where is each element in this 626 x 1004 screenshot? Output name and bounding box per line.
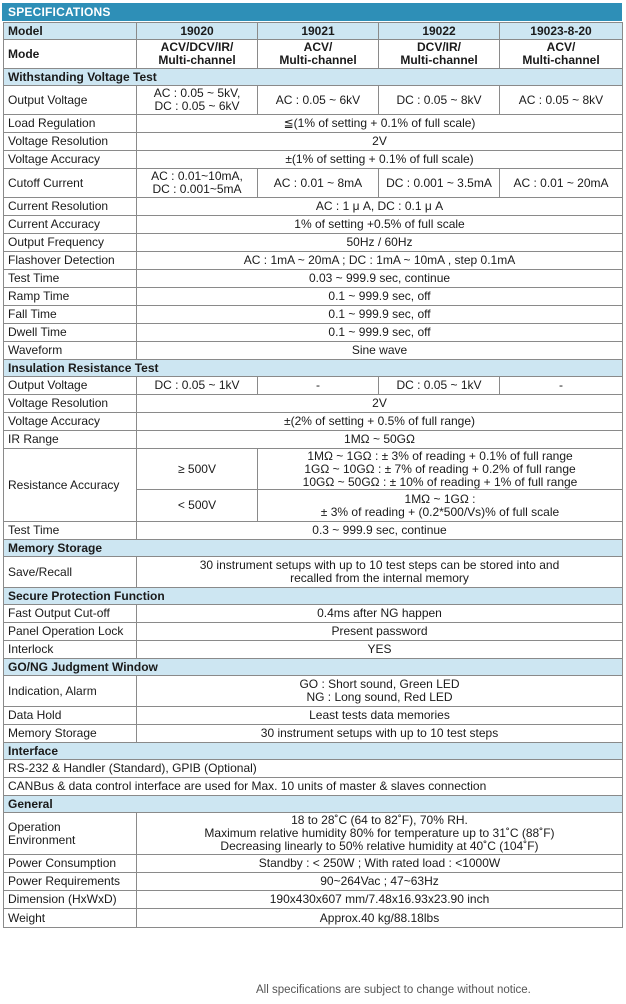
table-row <box>4 813 623 855</box>
value-line: DC : 0.001~5mA <box>152 182 242 196</box>
row-value: ≦(1% of setting + 0.1% of full scale) <box>137 115 623 133</box>
interface-line: CANBus & data control interface are used for Max. 10 units of master & slaves connection <box>4 778 623 796</box>
row-value: 50Hz / 60Hz <box>137 234 623 252</box>
row-value: DC : 0.05 ~ 1kV <box>379 377 500 395</box>
row-label: Waveform <box>4 342 137 360</box>
table-row <box>4 377 623 395</box>
section-title: Withstanding Voltage Test <box>4 69 623 86</box>
row-value: Sine wave <box>137 342 623 360</box>
table-row <box>4 198 623 216</box>
row-label: IR Range <box>4 431 137 449</box>
row-value: Standby : < 250W ; With rated load : <1000W <box>137 855 623 873</box>
table-row <box>4 395 623 413</box>
table-row <box>4 522 623 540</box>
value-line: AC : 0.01~10mA, <box>151 169 243 183</box>
table-row <box>4 133 623 151</box>
row-label: Voltage Accuracy <box>4 151 137 169</box>
value-line: 18 to 28˚C (64 to 82˚F), 70% RH. <box>291 813 468 827</box>
section-title: Memory Storage <box>4 540 623 557</box>
table-row <box>4 725 623 743</box>
row-value <box>258 449 623 490</box>
row-value: - <box>258 377 379 395</box>
row-label: Resistance Accuracy <box>4 449 137 522</box>
section-header <box>4 743 623 760</box>
row-label: Panel Operation Lock <box>4 623 137 641</box>
model-label: Model <box>4 23 137 40</box>
table-row <box>4 855 623 873</box>
table-row <box>4 449 623 490</box>
row-value <box>137 676 623 707</box>
row-value <box>137 169 258 198</box>
row-value <box>137 813 623 855</box>
section-header <box>4 588 623 605</box>
row-label: Power Requirements <box>4 873 137 891</box>
section-title: GO/NG Judgment Window <box>4 659 623 676</box>
table-row <box>4 86 623 115</box>
table-row <box>4 431 623 449</box>
table-row <box>4 169 623 198</box>
condition-cell: ≥ 500V <box>137 449 258 490</box>
row-value: Present password <box>137 623 623 641</box>
row-value: 0.1 ~ 999.9 sec, off <box>137 288 623 306</box>
row-label: Current Resolution <box>4 198 137 216</box>
table-row <box>4 413 623 431</box>
row-label: Indication, Alarm <box>4 676 137 707</box>
row-label: Voltage Accuracy <box>4 413 137 431</box>
table-row <box>4 760 623 778</box>
row-label: Data Hold <box>4 707 137 725</box>
row-label: Fast Output Cut-off <box>4 605 137 623</box>
row-value: ±(1% of setting + 0.1% of full scale) <box>137 151 623 169</box>
row-value: 0.1 ~ 999.9 sec, off <box>137 306 623 324</box>
table-row <box>4 641 623 659</box>
table-row <box>4 252 623 270</box>
section-header <box>4 659 623 676</box>
row-value: DC : 0.05 ~ 8kV <box>379 86 500 115</box>
table-row <box>4 557 623 588</box>
mode-line: ACV/DCV/IR/ <box>160 40 234 54</box>
table-row <box>4 891 623 909</box>
row-value <box>137 557 623 588</box>
row-label: Load Regulation <box>4 115 137 133</box>
row-value: DC : 0.001 ~ 3.5mA <box>379 169 500 198</box>
section-header <box>4 796 623 813</box>
row-label: Dimension (HxWxD) <box>4 891 137 909</box>
value-line: GO : Short sound, Green LED <box>299 677 460 691</box>
table-row <box>4 270 623 288</box>
table-row <box>4 306 623 324</box>
row-value: AC : 0.01 ~ 8mA <box>258 169 379 198</box>
row-value: 1% of setting +0.5% of full scale <box>137 216 623 234</box>
row-value: 0.1 ~ 999.9 sec, off <box>137 324 623 342</box>
row-label: Ramp Time <box>4 288 137 306</box>
mode-19020 <box>137 40 258 69</box>
table-row <box>4 342 623 360</box>
row-label <box>4 813 137 855</box>
row-value <box>137 86 258 115</box>
table-row <box>4 676 623 707</box>
mode-line: Multi-channel <box>279 53 357 67</box>
mode-row <box>4 40 623 69</box>
mode-19023 <box>500 40 623 69</box>
value-line: Decreasing linearly to 50% relative humidity at 40˚C (104˚F) <box>220 839 539 853</box>
table-row <box>4 324 623 342</box>
row-label: Current Accuracy <box>4 216 137 234</box>
value-line: DC : 0.05 ~ 6kV <box>154 99 240 113</box>
mode-label: Mode <box>4 40 137 69</box>
mode-line: ACV/ <box>303 40 333 54</box>
row-value: AC : 1mA ~ 20mA ; DC : 1mA ~ 10mA , step 0.1mA <box>137 252 623 270</box>
row-value: AC : 0.05 ~ 6kV <box>258 86 379 115</box>
row-label: Output Voltage <box>4 377 137 395</box>
value-line: recalled from the internal memory <box>290 571 469 585</box>
table-row <box>4 151 623 169</box>
row-value: 0.4ms after NG happen <box>137 605 623 623</box>
row-label: Flashover Detection <box>4 252 137 270</box>
spec-table <box>3 22 623 928</box>
row-label: Voltage Resolution <box>4 133 137 151</box>
model-19022: 19022 <box>379 23 500 40</box>
row-label: Power Consumption <box>4 855 137 873</box>
model-19020: 19020 <box>137 23 258 40</box>
value-line: 10GΩ ~ 50GΩ : ± 10% of reading + 1% of full range <box>302 474 578 489</box>
value-line: 1MΩ ~ 1GΩ : <box>404 491 476 506</box>
row-value: 30 instrument setups with up to 10 test steps <box>137 725 623 743</box>
row-label: Cutoff Current <box>4 169 137 198</box>
row-value: Approx.40 kg/88.18lbs <box>137 909 623 928</box>
row-label: Output Frequency <box>4 234 137 252</box>
table-row <box>4 909 623 928</box>
value-line: NG : Long sound, Red LED <box>306 690 453 704</box>
section-title: Insulation Resistance Test <box>4 360 623 377</box>
table-row <box>4 115 623 133</box>
table-row <box>4 707 623 725</box>
value-line: 1MΩ ~ 1GΩ : ± 3% of reading + 0.1% of full range <box>307 448 573 463</box>
section-title: Interface <box>4 743 623 760</box>
row-value: 0.03 ~ 999.9 sec, continue <box>137 270 623 288</box>
row-value: 2V <box>137 133 623 151</box>
row-value: 190x430x607 mm/7.48x16.93x23.90 inch <box>137 891 623 909</box>
row-value: AC : 1 μ A, DC : 0.1 μ A <box>137 198 623 216</box>
mode-line: Multi-channel <box>158 53 236 67</box>
section-header <box>4 360 623 377</box>
table-row <box>4 873 623 891</box>
row-value: AC : 0.05 ~ 8kV <box>500 86 623 115</box>
mode-line: DCV/IR/ <box>416 40 461 54</box>
value-line: 1GΩ ~ 10GΩ : ± 7% of reading + 0.2% of full range <box>304 461 576 476</box>
mode-line: Multi-channel <box>400 53 478 67</box>
row-value: 90~264Vac ; 47~63Hz <box>137 873 623 891</box>
label-line: Environment <box>8 832 76 847</box>
model-19023: 19023-8-20 <box>500 23 623 40</box>
row-value: Least tests data memories <box>137 707 623 725</box>
row-value: AC : 0.01 ~ 20mA <box>500 169 623 198</box>
table-row <box>4 623 623 641</box>
table-row <box>4 778 623 796</box>
table-row <box>4 605 623 623</box>
mode-19021 <box>258 40 379 69</box>
row-label: Fall Time <box>4 306 137 324</box>
value-line: AC : 0.05 ~ 5kV, <box>153 86 241 100</box>
mode-line: Multi-channel <box>522 53 600 67</box>
row-label: Weight <box>4 909 137 928</box>
row-value: ±(2% of setting + 0.5% of full range) <box>137 413 623 431</box>
model-19021: 19021 <box>258 23 379 40</box>
value-line: Maximum relative humidity 80% for temperature up to 31˚C (88˚F) <box>204 826 555 840</box>
row-label: Test Time <box>4 270 137 288</box>
row-value: 0.3 ~ 999.9 sec, continue <box>137 522 623 540</box>
footnote: All specifications are subject to change without notice. <box>256 984 531 996</box>
value-line: ± 3% of reading + (0.2*500/Vs)% of full scale <box>320 504 560 519</box>
section-header <box>4 540 623 557</box>
mode-19022 <box>379 40 500 69</box>
table-row <box>4 234 623 252</box>
row-label: Memory Storage <box>4 725 137 743</box>
row-label: Dwell Time <box>4 324 137 342</box>
row-value: 1MΩ ~ 50GΩ <box>137 431 623 449</box>
row-value: 2V <box>137 395 623 413</box>
condition-cell: < 500V <box>137 490 258 522</box>
row-label: Save/Recall <box>4 557 137 588</box>
section-header <box>4 69 623 86</box>
row-label: Voltage Resolution <box>4 395 137 413</box>
section-title: General <box>4 796 623 813</box>
value-line: 30 instrument setups with up to 10 test steps can be stored into and <box>199 558 560 572</box>
model-row <box>4 23 623 40</box>
section-title: Secure Protection Function <box>4 588 623 605</box>
row-value: YES <box>137 641 623 659</box>
row-value <box>258 490 623 522</box>
row-label: Output Voltage <box>4 86 137 115</box>
row-label: Interlock <box>4 641 137 659</box>
row-value: - <box>500 377 623 395</box>
interface-line: RS-232 & Handler (Standard), GPIB (Optional) <box>4 760 623 778</box>
mode-line: ACV/ <box>546 40 576 54</box>
row-value: DC : 0.05 ~ 1kV <box>137 377 258 395</box>
row-label: Test Time <box>4 522 137 540</box>
page-title: SPECIFICATIONS <box>2 3 622 21</box>
label-line: Operation <box>8 819 61 834</box>
table-row <box>4 288 623 306</box>
table-row <box>4 216 623 234</box>
